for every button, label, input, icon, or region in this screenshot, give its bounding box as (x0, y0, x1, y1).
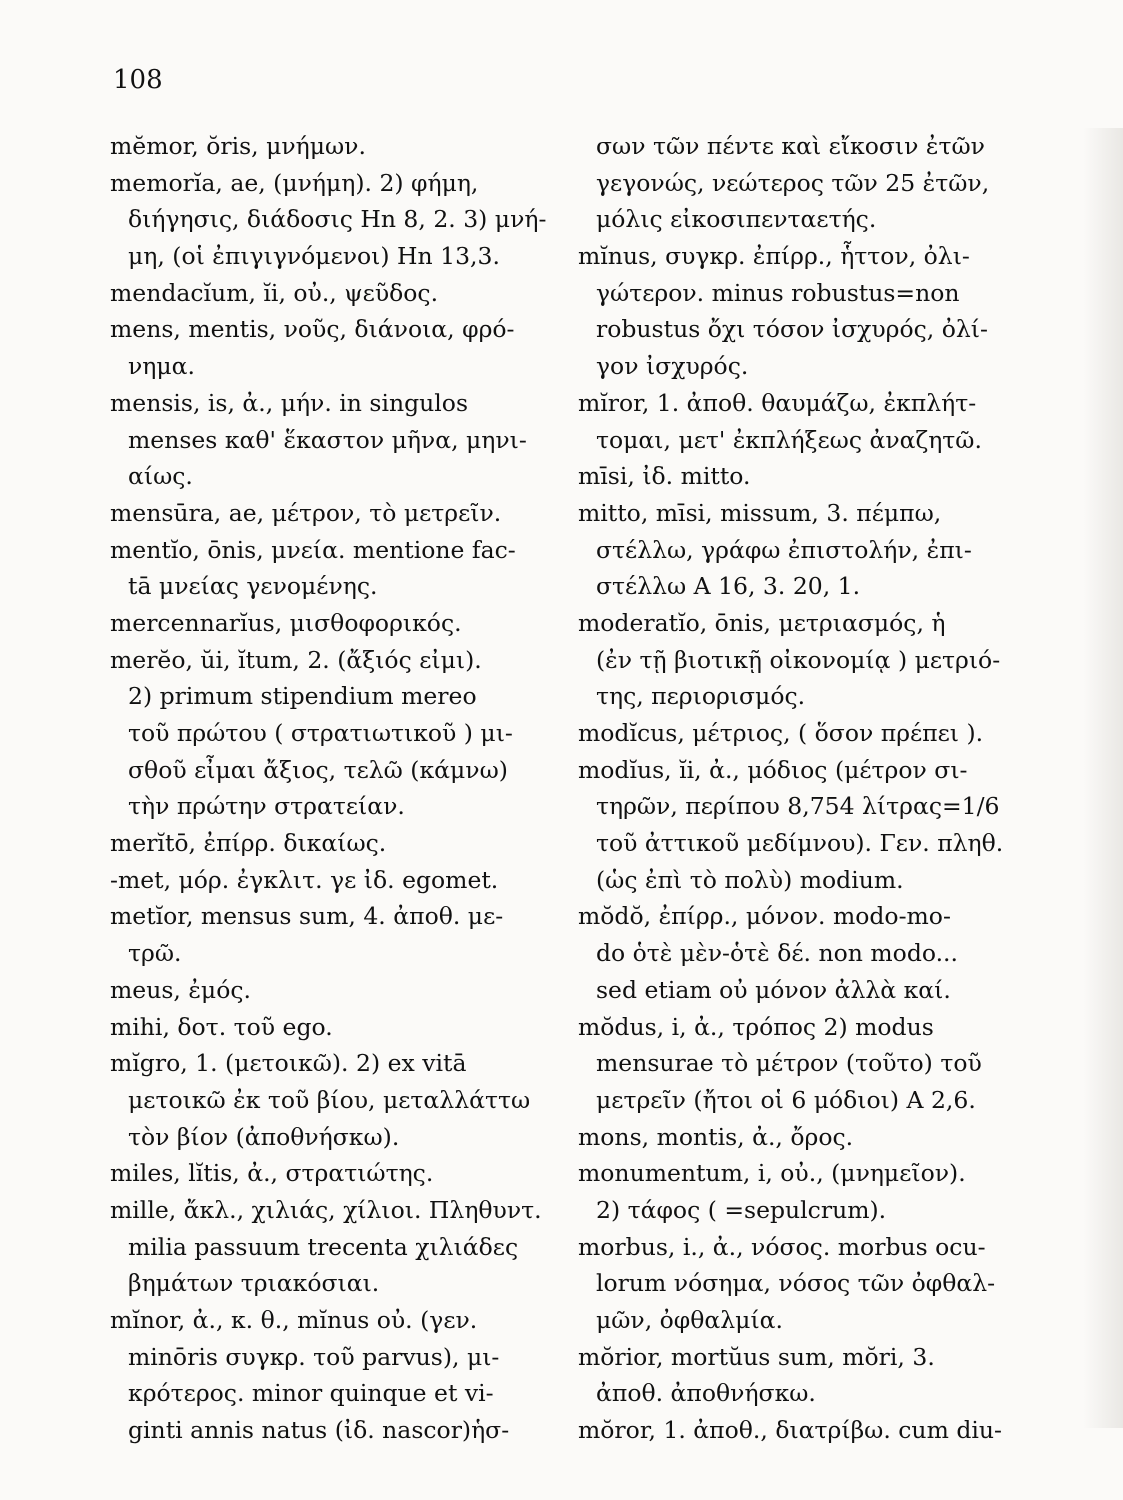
entry-headword-line: mŏdus, i, ἀ., τρόπος 2) modus (578, 1012, 934, 1041)
entry-headword-line: mens, mentis, νοῦς, διάνοια, φρό- (110, 315, 515, 344)
entry-continuation-line: σων τῶν πέντε καὶ εἴκοσιν ἐτῶν (596, 132, 985, 160)
entry-continuation-line: γώτερον. minus robustus=non (596, 278, 960, 307)
entry-continuation-line: lorum νόσημα, νόσος τῶν ὀφθαλ- (596, 1269, 996, 1298)
entry-headword-line: mensūra, ae, μέτρον, τὸ μετρεῖν. (110, 498, 502, 527)
entry-headword-line: monumentum, i, οὐ., (μνημεῖον). (578, 1159, 966, 1188)
entry-continuation-line: στέλλω, γράφω ἐπιστολήν, ἐπι- (596, 535, 972, 564)
entry-headword-line: modĭus, ĭi, ἀ., μόδιος (μέτρον σι- (578, 755, 968, 784)
entry-continuation-line: κρότερος. minor quinque et vi- (128, 1379, 494, 1408)
entry-continuation-line: robustus ὄχι τόσον ἰσχυρός, ὀλί- (596, 315, 988, 344)
entry-continuation-line: ginti annis natus (ἰδ. nascor)ἡσ- (128, 1416, 510, 1445)
entry-continuation-line: μόλις εἰκοσιπενταετής. (596, 205, 877, 234)
entry-headword-line: merĕo, ŭi, ĭtum, 2. (ἄξιός εἰμι). (110, 645, 482, 674)
entry-headword-line: mĭnus, συγκρ. ἐπίρρ., ἧττον, ὀλι- (578, 242, 970, 271)
entry-continuation-line: do ὁτὲ μὲν-ὁτὲ δέ. non modo... (596, 939, 959, 968)
entry-continuation-line: τομαι, μετ' ἐκπλήξεως ἀναζητῶ. (596, 425, 982, 454)
entry-headword-line: memorĭa, ae, (μνήμη). 2) φήμη, (110, 168, 479, 197)
entry-continuation-line: sed etiam οὐ μόνον ἀλλὰ καί. (596, 975, 951, 1004)
entry-headword-line: mercennarĭus, μισθοφορικός. (110, 608, 462, 637)
entry-headword-line: -met, μόρ. ἐγκλιτ. γε ἰδ. egomet. (110, 865, 499, 894)
right-column (578, 128, 1050, 1449)
entry-continuation-line: μη, (οἱ ἐπιγιγνόμενοι) Hn 13,3. (128, 242, 500, 271)
entry-continuation-line: γον ἰσχυρός. (596, 352, 749, 381)
entry-continuation-line: νημα. (128, 352, 195, 381)
entry-headword-line: mendacĭum, ĭi, οὐ., ψεῦδος. (110, 278, 439, 307)
entry-continuation-line: mensurae τὸ μέτρον (τοῦτο) τοῦ (596, 1049, 982, 1078)
entry-continuation-line: 2) τάφος ( =sepulcrum). (596, 1195, 887, 1224)
entry-headword-line: modĭcus, μέτριος, ( ὅσον πρέπει ). (578, 719, 984, 747)
entry-continuation-line: τὸν βίον (ἀποθνήσκω). (128, 1122, 400, 1151)
entry-headword-line: mihi, δοτ. τοῦ ego. (110, 1012, 333, 1041)
entry-continuation-line: μετρεῖν (ἤτοι οἱ 6 μόδιοι) A 2,6. (596, 1085, 976, 1114)
entry-headword-line: moderatĭo, ōnis, μετριασμός, ἡ (578, 608, 946, 637)
entry-continuation-line: της, περιορισμός. (596, 682, 806, 711)
entry-continuation-line: minōris συγκρ. τοῦ parvus), μι- (128, 1342, 500, 1371)
entry-continuation-line: τοῦ ἀττικοῦ μεδίμνου). Γεν. πληθ. (596, 829, 1004, 858)
entry-continuation-line: σθοῦ εἶμαι ἄξιος, τελῶ (κάμνω) (128, 755, 508, 784)
entry-headword-line: mīsi, ἰδ. mitto. (578, 462, 751, 491)
entry-headword-line: mentĭo, ōnis, μνεία. mentione fac- (110, 535, 516, 564)
entry-headword-line: morbus, i., ἀ., νόσος. morbus ocu- (578, 1232, 986, 1261)
entry-headword-line: metĭor, mensus sum, 4. ἀποθ. με- (110, 902, 504, 931)
entry-headword-line: mensis, is, ἀ., μήν. in singulos (110, 388, 469, 417)
entry-headword-line: mĕmor, ŏris, μνήμων. (110, 132, 366, 160)
entry-headword-line: miles, lĭtis, ἀ., στρατιώτης. (110, 1159, 434, 1188)
entry-continuation-line: μετοικῶ ἐκ τοῦ βίου, μεταλλάττω (128, 1085, 531, 1114)
entry-continuation-line: tā μνείας γενομένης. (128, 572, 378, 601)
left-column (110, 128, 550, 1449)
entry-headword-line: mĭror, 1. ἀποθ. θαυμάζω, ἐκπλήτ- (578, 388, 977, 417)
entry-continuation-line: (ὡς ἐπὶ τὸ πολὺ) modium. (596, 865, 904, 894)
entry-continuation-line: βημάτων τριακόσιαι. (128, 1269, 380, 1298)
entry-continuation-line: γεγονώς, νεώτερος τῶν 25 ἐτῶν, (596, 168, 990, 197)
entry-headword-line: mons, montis, ἀ., ὄρος. (578, 1122, 854, 1151)
entry-headword-line: mille, ἄκλ., χιλιάς, χίλιοι. Πληθυντ. (110, 1195, 542, 1224)
entry-continuation-line: αίως. (128, 462, 193, 491)
entry-headword-line: mŏror, 1. ἀποθ., διατρίβω. cum diu- (578, 1416, 1002, 1445)
entry-continuation-line: μῶν, ὀφθαλμία. (596, 1306, 784, 1334)
entry-continuation-line: menses καθ' ἕκαστον μῆνα, μηνι- (128, 425, 527, 454)
entry-continuation-line: (ἐν τῇ βιοτικῇ οἰκονομίᾳ ) μετριό- (596, 645, 1001, 674)
page-number: 108 (113, 65, 163, 95)
entry-continuation-line: 2) primum stipendium mereo (128, 682, 477, 711)
entry-continuation-line: τοῦ πρώτου ( στρατιωτικοῦ ) μι- (128, 719, 513, 747)
entry-headword-line: mŏdŏ, ἐπίρρ., μόνον. modo-mo- (578, 902, 951, 931)
page-edge-shadow (1083, 128, 1123, 1428)
entry-headword-line: meus, ἐμός. (110, 975, 251, 1004)
entry-continuation-line: milia passuum trecenta χιλιάδες (128, 1232, 519, 1261)
entry-headword-line: mĭnor, ἀ., κ. θ., mĭnus οὐ. (γεν. (110, 1306, 478, 1334)
entry-headword-line: mitto, mīsi, missum, 3. πέμπω, (578, 498, 942, 527)
entry-headword-line: mŏrior, mortŭus sum, mŏri, 3. (578, 1342, 935, 1371)
entry-headword-line: merĭtō, ἐπίρρ. δικαίως. (110, 829, 387, 858)
entry-continuation-line: ἀποθ. ἀποθνήσκω. (596, 1379, 816, 1408)
entry-continuation-line: διήγησις, διάδοσις Hn 8, 2. 3) μνή- (128, 205, 547, 234)
entry-continuation-line: τρῶ. (128, 939, 182, 968)
entry-continuation-line: στέλλω A 16, 3. 20, 1. (596, 572, 861, 601)
entry-headword-line: mĭgro, 1. (μετοικῶ). 2) ex vitā (110, 1049, 467, 1078)
entry-continuation-line: τηρῶν, περίπου 8,754 λίτρας=1/6 (596, 792, 1000, 821)
entry-continuation-line: τὴν πρώτην στρατείαν. (128, 792, 405, 821)
